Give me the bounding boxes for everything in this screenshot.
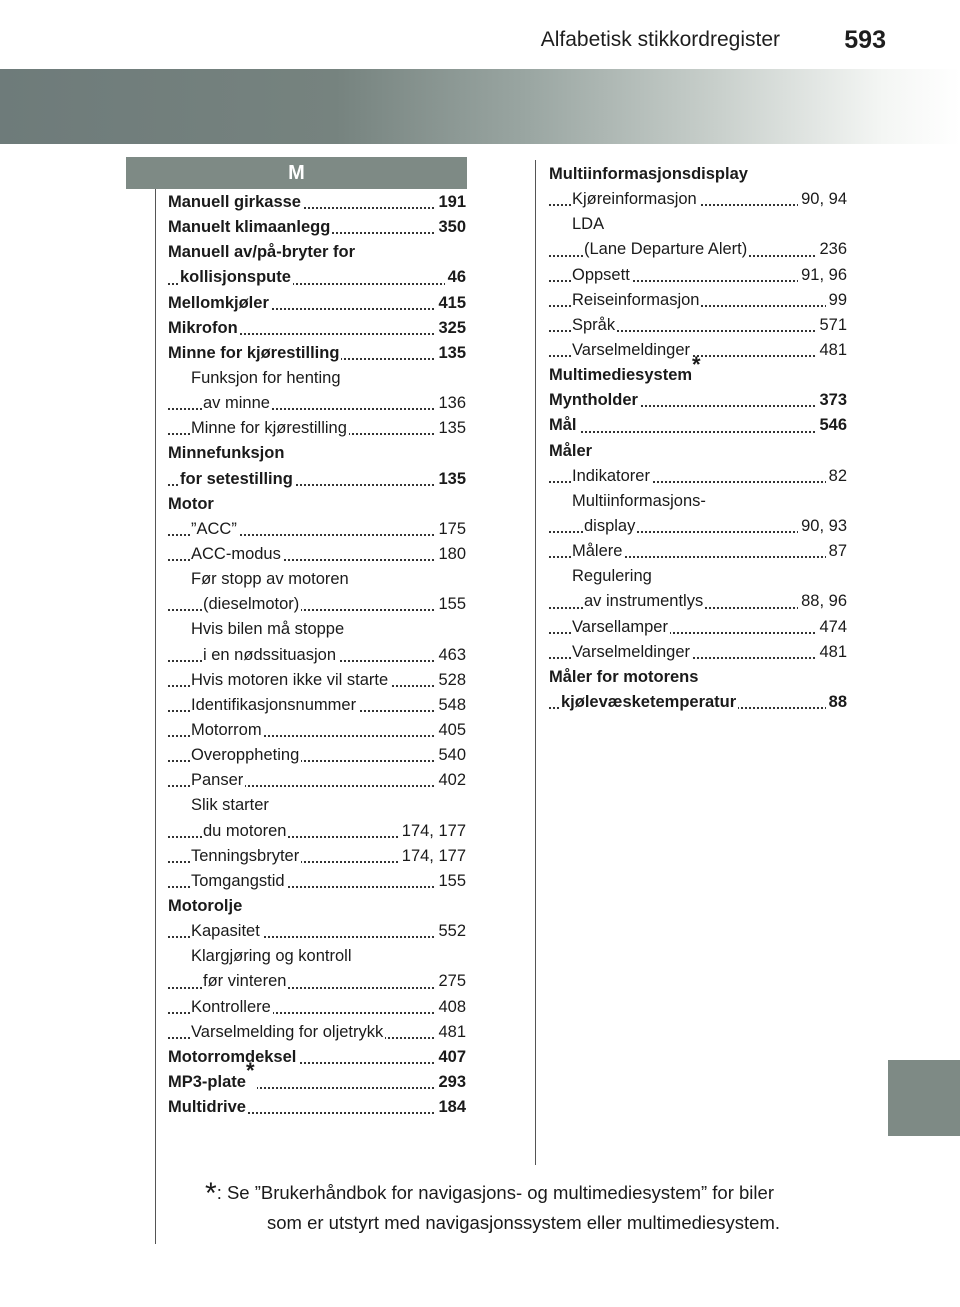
index-entry-term: Multiinformasjonsdisplay [549,165,748,183]
index-entry-page: 184 [435,1095,466,1120]
index-entry-term: Minne for kjørestilling [168,343,340,362]
index-entry-page: 90, 93 [798,514,847,539]
index-entry-page: 408 [435,995,466,1020]
index-entry-page: 546 [816,413,847,438]
index-entry [549,640,847,665]
index-entry-term: Varselmeldinger [572,340,690,359]
index-entry [549,489,847,514]
index-entry-term: Varselmelding for oljetrykk [191,1022,384,1041]
index-entry-term: Minne for kjørestilling [191,419,347,438]
index-entry-page: 474 [816,615,847,640]
index-entry-term: Identifikasjonsnummer [191,695,357,714]
index-entry-page: 402 [435,768,466,793]
index-entry [168,416,466,441]
index-entry-page: 571 [816,313,847,338]
index-entry [549,187,847,212]
index-entry [168,1045,466,1070]
index-entry-term: Motorromdeksel [168,1047,297,1066]
index-entry-term: Kapasitet [191,922,260,941]
index-entry-term: Målere [572,542,623,561]
index-entry [549,263,847,288]
index-entry [168,391,466,416]
index-entry-page: 275 [435,969,466,994]
index-entry [168,592,466,617]
index-entry-term: Reiseinformasjon [572,290,700,309]
index-entry-term: Multiinformasjons- [572,491,706,510]
index-entry [549,464,847,489]
index-entry-term: kollisjonspute [180,268,291,287]
index-entry [549,413,847,438]
index-entry [549,388,847,413]
index-entry [168,441,466,466]
index-entry-page: 90, 94 [798,187,847,212]
index-entry [168,567,466,592]
index-entry-term: kjølevæsketemperatur [561,692,737,711]
index-entry [168,869,466,894]
index-entry-page: 135 [435,416,466,441]
index-column-right [549,162,847,715]
footnote-star: * [205,1177,217,1210]
index-entry-term: Varsellamper [572,617,668,636]
index-entry [549,690,847,715]
index-entry [549,237,847,262]
index-entry-term: Indikatorer [572,466,650,485]
index-entry [168,944,466,969]
index-entry [549,564,847,589]
index-entry-term: Slik starter [191,796,269,815]
index-entry [168,467,466,492]
index-entry-term: Tomgangstid [191,871,285,890]
index-entry-term: MP3-plate* [168,1058,255,1091]
index-entry-page: 155 [435,869,466,894]
index-entry-term: Overoppheting [191,746,300,765]
index-entry-term: Hvis motoren ikke vil starte [191,670,389,689]
index-entry [168,240,466,265]
index-entry [549,589,847,614]
index-entry-term: i en nødssituasjon [203,645,336,664]
index-entry [549,288,847,313]
index-entry-term: Manuell girkasse [168,193,301,211]
index-entry-page: 481 [435,1020,466,1045]
index-entry-term: Manuelt klimaanlegg [168,218,331,237]
index-entry-term: Motorolje [168,896,243,915]
footnote [205,1178,850,1237]
index-entry-page: 174, 177 [399,819,466,844]
index-entry [168,1058,466,1095]
index-entry [549,162,847,187]
index-entry-term: LDA [572,215,605,234]
index-entry [168,743,466,768]
index-entry-page: 481 [816,338,847,363]
index-entry [168,643,466,668]
index-entry-term: ACC-modus [191,544,281,563]
index-entry-term: Mellomkjøler [168,293,269,312]
index-entry [168,668,466,693]
index-entry-page: 174, 177 [399,844,466,869]
section-thumb-tab [888,1060,960,1136]
index-entry [168,1020,466,1045]
index-entry-term: ”ACC” [191,519,237,538]
index-entry-page: 136 [435,391,466,416]
index-entry [168,542,466,567]
index-entry [168,215,466,240]
index-entry-term: Måler for motorens [549,667,699,686]
index-entry [549,212,847,237]
index-entry [168,693,466,718]
index-entry-page: 481 [816,640,847,665]
index-entry-term: Varselmeldinger [572,642,690,661]
index-entry-term: Før stopp av motoren [191,570,349,589]
index-entry [549,514,847,539]
index-entry [168,492,466,517]
index-entry [549,615,847,640]
index-entry-term: Hvis bilen må stoppe [191,620,345,639]
index-entry-term: (dieselmotor) [203,595,300,614]
index-entry [168,995,466,1020]
index-entry-term: Multidrive [168,1098,246,1117]
leader-dots [549,431,847,433]
index-entry-term: for setestilling [180,469,293,488]
page-number: 593 [844,26,886,54]
index-entry-term: Panser [191,771,244,790]
index-entry [168,819,466,844]
footnote-marker: * [692,351,701,377]
index-entry-page: 236 [816,237,847,262]
index-entry [168,291,466,316]
footnote-line-1: : Se ”Brukerhåndbok for navigasjons- og multimediesystem” for biler [216,1182,774,1203]
index-entry-page: 87 [826,539,847,564]
index-entry-page: 405 [435,718,466,743]
index-entry-page: 82 [826,464,847,489]
index-entry [168,844,466,869]
index-entry-term: av minne [203,394,270,413]
index-entry-page: 548 [435,693,466,718]
index-entry-term: Måler [549,441,593,460]
index-entry [168,768,466,793]
index-entry-term: Funksjon for henting [191,368,341,387]
index-entry-page: 175 [435,517,466,542]
index-entry [168,919,466,944]
index-entry-term: Språk [572,315,616,334]
index-entry [168,366,466,391]
index-entry-page: 135 [435,341,466,366]
index-entry-page: 415 [435,291,466,316]
index-entry-page: 293 [435,1070,466,1095]
index-entry-term: Mikrofon [168,318,238,337]
index-entry [549,539,847,564]
index-entry [549,439,847,464]
index-letter-heading: M [126,157,467,189]
index-entry [168,793,466,818]
index-entry-term: Manuell av/på-bryter for [168,243,356,262]
left-rule [155,189,156,1244]
index-entry [168,617,466,642]
index-entry [168,1095,466,1120]
index-entry-page: 99 [826,288,847,313]
index-entry-page: 88 [826,690,847,715]
footnote-marker: * [245,1058,255,1084]
index-entry-page: 350 [435,215,466,240]
index-entry-page: 552 [435,919,466,944]
index-entry-term: før vinteren [203,972,287,991]
index-entry-term: Minnefunksjon [168,444,285,463]
index-entry-page: 155 [435,592,466,617]
index-entry-page: 88, 96 [798,589,847,614]
footnote-line-2: som er utstyrt med navigasjonssystem eller multimediesystem. [267,1212,781,1233]
index-entry [168,718,466,743]
index-entry-page: 407 [435,1045,466,1070]
index-entry [549,313,847,338]
index-entry [168,316,466,341]
index-entry [168,894,466,919]
section-title: Alfabetisk stikkordregister [540,28,780,51]
index-entry-page: 325 [435,316,466,341]
index-entry [168,517,466,542]
index-entry-term: (Lane Departure Alert) [584,240,748,259]
index-entry-term: Tenningsbryter [191,846,300,865]
index-entry-term: Motor [168,494,214,513]
index-entry [168,190,466,215]
index-entry [168,265,466,290]
index-entry-term: Regulering [572,567,652,586]
index-entry-term: Kjøreinformasjon [572,190,697,209]
index-entry-page: 528 [435,668,466,693]
index-entry-page: 91, 96 [798,263,847,288]
index-entry-term: Motorrom [191,720,262,739]
index-entry-page: 46 [445,265,466,290]
index-entry-term: Kontrollere [191,997,271,1016]
index-entry-page: 180 [435,542,466,567]
index-entry-term: Mål [549,416,577,435]
index-entry [549,351,847,388]
index-entry-page: 540 [435,743,466,768]
index-entry [168,341,466,366]
index-entry-page: 135 [435,467,466,492]
index-entry-term: display [584,516,636,535]
index-entry-term: du motoren [203,821,287,840]
index-entry-page: 191 [435,190,466,215]
index-entry [168,969,466,994]
index-entry-term: Klargjøring og kontroll [191,947,352,966]
index-entry [549,665,847,690]
index-entry-term: av instrumentlys [584,592,704,611]
center-rule [535,160,536,1165]
index-entry-term: Oppsett [572,265,630,284]
index-entry-page: 373 [816,388,847,413]
index-entry-page: 463 [435,643,466,668]
index-entry-term: Multimediesystem* [549,351,701,385]
index-column-left [168,190,466,1120]
header-banner [0,69,960,144]
index-entry-term: Myntholder [549,391,638,410]
